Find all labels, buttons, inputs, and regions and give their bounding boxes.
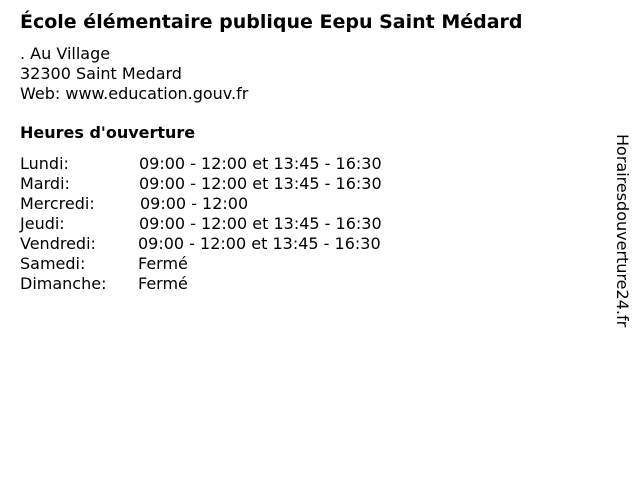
opening-hours-heading: Heures d'ouverture (20, 123, 196, 142)
website-text: Web: www.education.gouv.fr (20, 84, 249, 103)
day-label: Vendredi: (20, 234, 96, 253)
time-value: 09:00 - 12:00 et 13:45 - 16:30 (139, 154, 382, 173)
day-label: Dimanche: (20, 274, 107, 293)
day-label: Mercredi: (20, 194, 95, 213)
address-street: . Au Village (20, 44, 111, 63)
time-value: Fermé (138, 274, 188, 293)
page-title: École élémentaire publique Eepu Saint Médard (20, 11, 523, 33)
address-city: 32300 Saint Medard (20, 64, 182, 83)
address-block (20, 44, 248, 104)
day-label: Jeudi: (20, 214, 65, 233)
time-value: 09:00 - 12:00 (140, 194, 249, 213)
site-watermark: Horairesdouverture24.fr (613, 134, 632, 328)
day-label: Samedi: (20, 254, 86, 273)
time-value: Fermé (138, 254, 188, 273)
time-value: 09:00 - 12:00 et 13:45 - 16:30 (139, 214, 382, 233)
time-value: 09:00 - 12:00 et 13:45 - 16:30 (139, 174, 382, 193)
time-value: 09:00 - 12:00 et 13:45 - 16:30 (138, 234, 381, 253)
day-label: Mardi: (20, 174, 70, 193)
day-label: Lundi: (20, 154, 69, 173)
